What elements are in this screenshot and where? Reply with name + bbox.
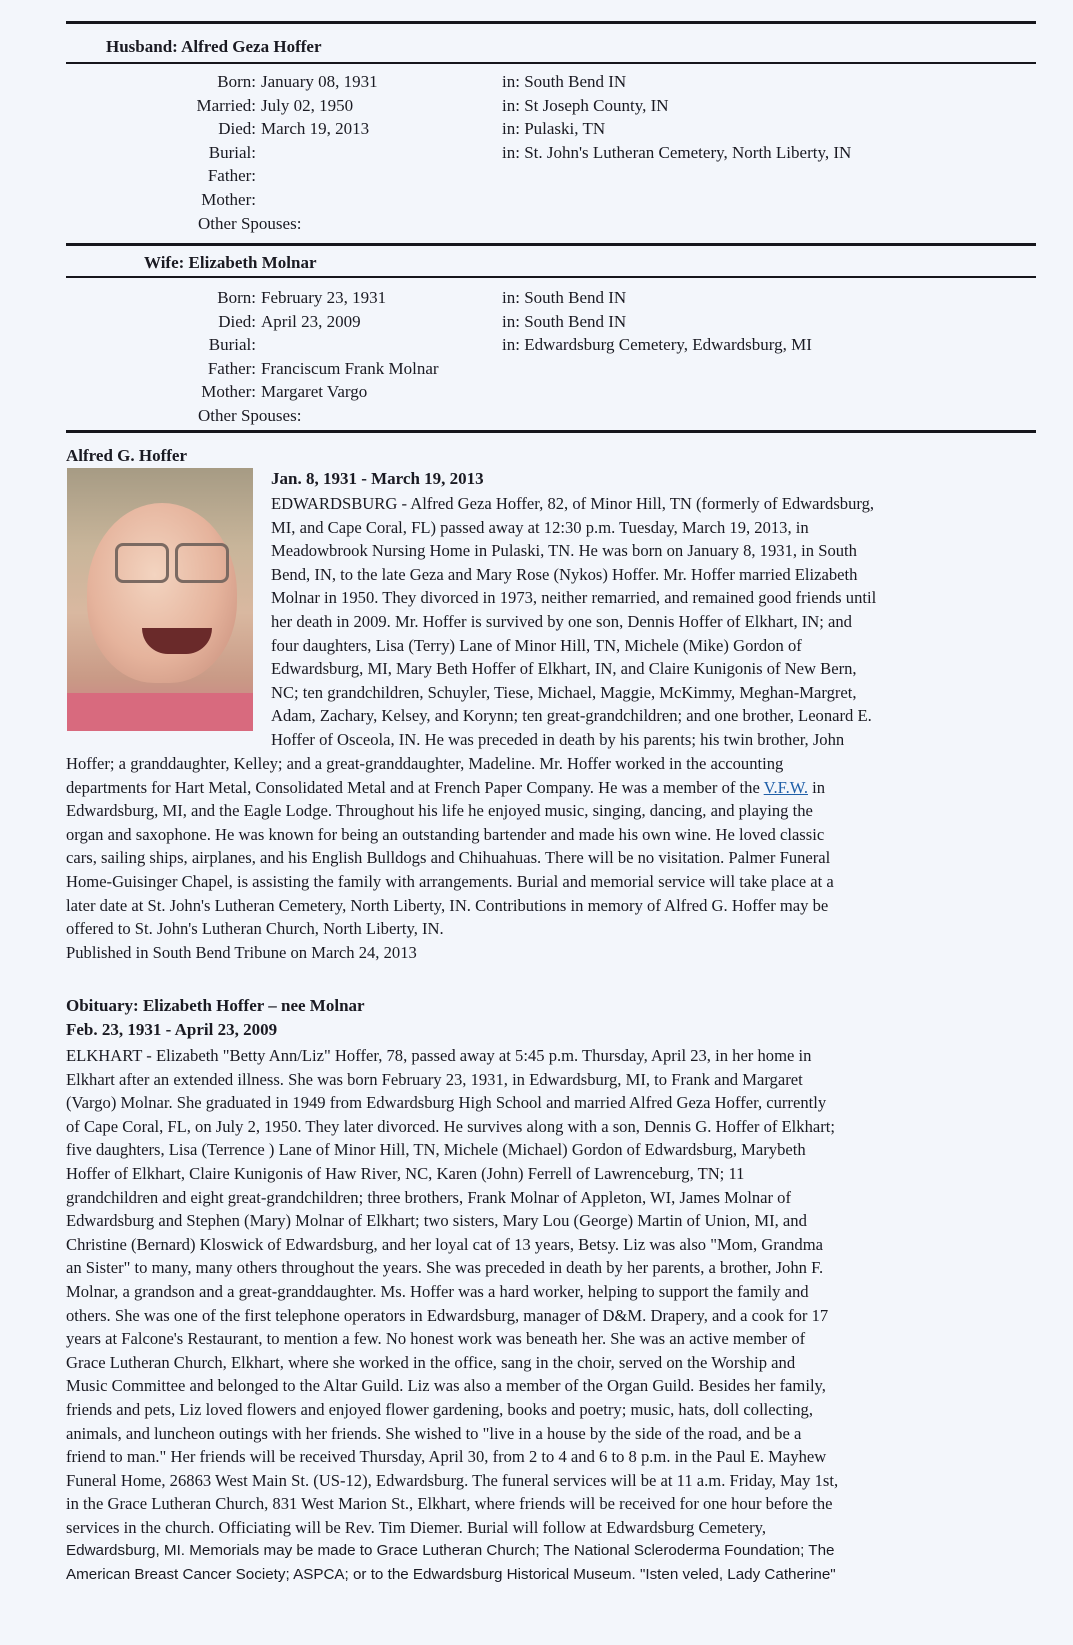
husband-row [66,164,1036,188]
wife-field-label: Father: [207,358,256,378]
obit1-line: four daughters, Lisa (Terry) Lane of Minor Hill, TN, Michele (Mike) Gordon of [271,635,802,655]
husband-field-place: in: St Joseph County, IN [502,95,669,115]
obit1-line-text: Home-Guisinger Chapel, is assisting the family with arrangements. Burial and memorial service will take place at a [66,871,834,891]
wife-row [66,310,1036,334]
wife-field-label: Died: [218,311,256,331]
obit2-line: American Breast Cancer Society; ASPCA; or to the Edwardsburg Historical Museum. "Isten veled, Lady Catherine" [66,1566,836,1584]
husband-row [66,94,1036,118]
obit1-line: NC; ten grandchildren, Schuyler, Tiese, Michael, Maggie, McKimmy, Meghan-Margret, [271,682,857,702]
wife-field-place: in: South Bend IN [502,288,627,307]
husband-field-value: July 02, 1950 [261,95,354,115]
wife-facts [66,286,1036,428]
obit2-line: grandchildren and eight great-grandchildren; three brothers, Frank Molnar of Appleton, WI, James Molnar of [66,1187,791,1207]
wife-name: Elizabeth Molnar [188,253,317,272]
obit1-line-text: offered to St. John's Lutheran Church, North Liberty, IN. [66,919,444,939]
wife-field-value: April 23, 2009 [261,311,361,331]
wife-field-label: Mother: [201,382,256,402]
obit2-line: Molnar, a grandson and a great-granddaughter. Ms. Hoffer was a hard worker, helping to support the family and [66,1281,809,1301]
obit2-line: Hoffer of Elkhart, Claire Kunigonis of Haw River, NC, Karen (John) Ferrell of Lawrenceburg, TN; 11 [66,1163,745,1183]
obit1-line: Meadowbrook Nursing Home in Pulaski, TN. He was born on January 8, 1931, in South [271,541,857,561]
obit2-line: Music Committee and belonged to the Altar Guild. Liz was also a member of the Organ Guild. Besides her family, [66,1376,826,1396]
wife-field-value: Franciscum Frank Molnar [261,358,439,378]
obit2-line: Elkhart after an extended illness. She was born February 23, 1931, in Edwardsburg, MI, to Frank and Margaret [66,1069,803,1089]
obit1-line: Hoffer of Osceola, IN. He was preceded in death by his parents; his twin brother, John [271,729,845,749]
obit2-line: friends and pets, Liz loved flowers and enjoyed flower gardening, books and poetry; music, hats, doll collecting, [66,1399,813,1419]
husband-field-label: Married: [196,95,256,115]
obit1-text-beside-photo [271,492,1041,752]
obit2-line: of Cape Coral, FL, on July 2, 1950. They later divorced. He survives along with a son, Dennis G. Hoffer of Elkhart; [66,1116,836,1136]
obit2-title: Obituary: Elizabeth Hoffer – nee Molnar [66,996,365,1015]
husband-field-label: Mother: [201,189,256,209]
wife-field-place: in: Edwardsburg Cemetery, Edwardsburg, MI [502,335,812,355]
obit2-line: (Vargo) Molnar. She graduated in 1949 from Edwardsburg High School and married Alfred Geza Hoffer, currently [66,1093,827,1113]
obit1-line: Molnar in 1950. They divorced in 1973, neither remarried, and remained good friends until [271,588,877,608]
wife-other-spouses: Other Spouses: [198,405,302,425]
obit2-line: years at Falcone's Restaurant, to mention a few. No honest work was beneath her. She was an active member of [66,1329,806,1349]
husband-field-value: January 08, 1931 [261,72,378,91]
husband-field-label: Born: [217,72,256,91]
wife-field-value: Margaret Vargo [261,382,368,402]
obit1-line [66,941,1041,965]
obit2-line: Edwardsburg and Stephen (Mary) Molnar of Elkhart; two sisters, Mary Lou (George) Martin of Union, MI, and [66,1211,807,1231]
husband-row [66,70,1036,94]
husband-label: Husband: [106,37,178,56]
obit1-line [66,894,1041,918]
obit1-line: her death in 2009. Mr. Hoffer is survived by one son, Dennis Hoffer of Elkhart, IN; and [271,611,852,631]
obit2-line: ELKHART - Elizabeth "Betty Ann/Liz" Hoffer, 78, passed away at 5:45 p.m. Thursday, April 23, in her home in [66,1046,812,1065]
obit1-line [66,917,1041,941]
obit1-line-text: Published in South Bend Tribune on March 24, 2013 [66,942,417,962]
obit2-text [66,1044,1041,1587]
husband-row [66,188,1036,212]
obit1-line [66,799,1041,823]
obit1-line [66,823,1041,847]
obit1-line-text: cars, sailing ships, airplanes, and his English Bulldogs and Chihuahuas. There will be no visitation. Palmer Funeral [66,848,831,868]
wife-label: Wife: [144,253,185,272]
obit2-dates: Feb. 23, 1931 - April 23, 2009 [66,1020,278,1039]
obit1-line-text: Edwardsburg, MI, and the Eagle Lodge. Throughout his life he enjoyed music, singing, dancing, and playing the [66,801,813,821]
obit2-line: Christine (Bernard) Kloswick of Edwardsburg, and her loyal cat of 13 years, Betsy. Liz was also "Mom, Grandma [66,1234,823,1254]
obit2-line: an Sister" to many, many others throughout the years. She was preceded in death by her parents, a brother, John F. [66,1258,824,1278]
vfw-link[interactable]: V.F.W. [763,777,808,797]
husband-header [106,37,322,57]
husband-field-place: in: South Bend IN [502,72,627,91]
husband-row [66,117,1036,141]
obit2-line: animals, and luncheon outings with her friends. She wished to "live in a house by the side of the road, and be a [66,1423,802,1443]
wife-other-spouses-row [66,404,1036,428]
obit1-line [66,846,1041,870]
husband-facts [66,70,1036,235]
wife-field-value: February 23, 1931 [261,288,387,307]
obit1-line [66,752,1041,776]
top-rule [66,21,1036,24]
wife-rule [66,276,1036,278]
husband-name: Alfred Geza Hoffer [181,37,322,56]
obit1-dates: Jan. 8, 1931 - March 19, 2013 [271,469,484,488]
obit1-line-text: Hoffer; a granddaughter, Kelley; and a great-granddaughter, Madeline. Mr. Hoffer worked in the accounting [66,754,784,773]
obit1-line-text: departments for Hart Metal, Consolidated Metal and at French Paper Company. He was a member of the [66,777,760,797]
obit1-text-full [66,752,1041,964]
husband-field-value: March 19, 2013 [261,119,370,139]
obit2-line: friend to man." Her friends will be received Thursday, April 30, from 2 to 4 and 6 to 8 p.m. in the Paul E. Mayhew [66,1447,827,1467]
wife-top-rule [66,243,1036,246]
obit1-line-text: in [808,777,826,797]
obit2-line: five daughters, Lisa (Terrence ) Lane of Minor Hill, TN, Michele (Michael) Gordon of Edwardsburg, Marybeth [66,1140,806,1160]
obit2-line: others. She was one of the first telephone operators in Edwardsburg, manager of D&M. Drapery, and a cook for 17 [66,1305,829,1325]
obit1-line: Bend, IN, to the late Geza and Mary Rose (Nykos) Hoffer. Mr. Hoffer married Elizabeth [271,564,858,584]
husband-field-place: in: Pulaski, TN [502,119,606,139]
obit2-line: Edwardsburg, MI. Memorials may be made to Grace Lutheran Church; The National Scleroderma Foundation; The [66,1542,835,1560]
husband-other-spouses: Other Spouses: [198,213,302,233]
section-rule [66,430,1036,433]
obit1-line: Adam, Zachary, Kelsey, and Korynn; ten great-grandchildren; and one brother, Leonard E. [271,706,872,726]
wife-row [66,286,1036,310]
wife-field-label: Burial: [208,335,256,355]
wife-row [66,357,1036,381]
obit1-line [66,776,1041,800]
obit1-line-text: organ and saxophone. He was known for being an outstanding bartender and made his own wine. He loved classic [66,824,825,844]
obit2-line: services in the church. Officiating will be Rev. Tim Diemer. Burial will follow at Edwardsburg Cemetery, [66,1517,767,1537]
obit2-line: Funeral Home, 26863 West Main St. (US-12), Edwardsburg. The funeral services will be at 11 a.m. Friday, May 1st, [66,1470,839,1490]
obit1-line [66,870,1041,894]
husband-field-label: Died: [218,119,256,139]
obit2-line: Grace Lutheran Church, Elkhart, where she worked in the office, sang in the choir, served on the Worship and [66,1352,796,1372]
obit2-line: in the Grace Lutheran Church, 831 West Marion St., Elkhart, where friends will be received for one hour before the [66,1494,833,1514]
husband-other-spouses-row [66,212,1036,236]
wife-header [144,253,317,273]
obit1-line-text: later date at St. John's Lutheran Cemetery, North Liberty, IN. Contributions in memory of Alfred G. Hoffer may be [66,895,829,915]
portrait-photo [67,468,253,731]
wife-row [66,333,1036,357]
wife-field-label: Born: [217,288,256,307]
wife-row [66,380,1036,404]
wife-field-place: in: South Bend IN [502,311,627,331]
husband-row [66,141,1036,165]
obit1-line: EDWARDSBURG - Alfred Geza Hoffer, 82, of Minor Hill, TN (formerly of Edwardsburg, [271,494,875,513]
husband-field-label: Father: [207,166,256,186]
obit1-line: Edwardsburg, MI, Mary Beth Hoffer of Elkhart, IN, and Claire Kunigonis of New Bern, [271,659,857,679]
husband-field-label: Burial: [208,142,256,162]
husband-field-place: in: St. John's Lutheran Cemetery, North Liberty, IN [502,142,852,162]
obit1-line: MI, and Cape Coral, FL) passed away at 12:30 p.m. Tuesday, March 19, 2013, in [271,517,809,537]
obit1-title: Alfred G. Hoffer [66,446,188,465]
husband-rule [66,62,1036,64]
